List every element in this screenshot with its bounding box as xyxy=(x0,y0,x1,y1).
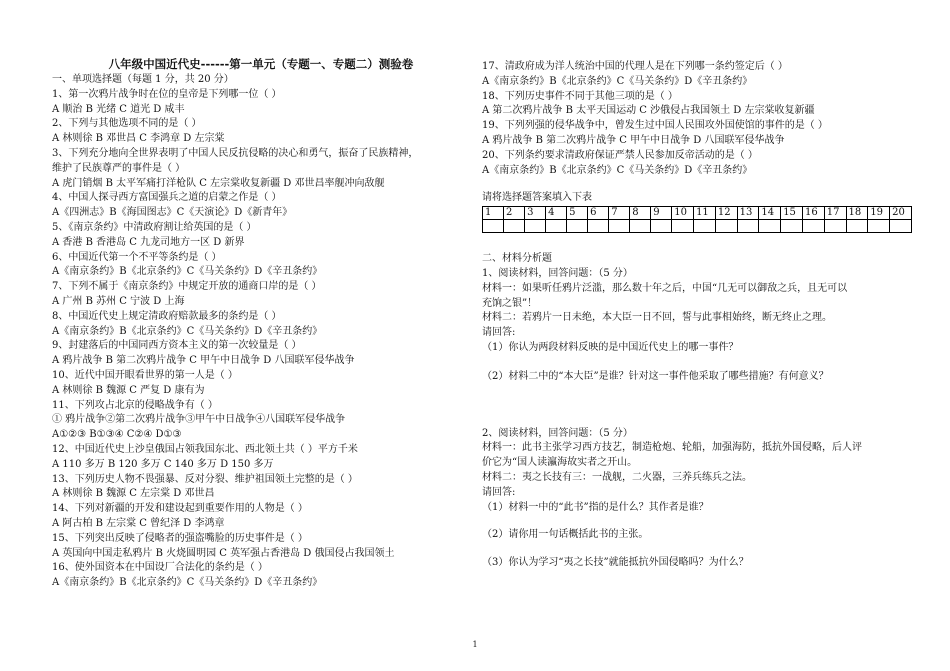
question-options: A《南京条约》B《北京条约》C《马关条约》D《辛丑条约》 xyxy=(52,325,323,337)
answer-blank-cell[interactable] xyxy=(504,220,525,233)
mq1-material2: 材料二：若鸦片一日未绝，本大臣一日不回，誓与此事相始终，断无终止之理。 xyxy=(482,312,832,324)
answer-number-cell: 13 xyxy=(737,207,759,220)
answer-blank-cell[interactable] xyxy=(609,220,630,233)
answer-blank-cell[interactable] xyxy=(483,220,504,233)
answer-blank-cell[interactable] xyxy=(694,220,716,233)
question-text: 7、下列不属于《南京条约》中规定开放的通商口岸的是（ ） xyxy=(52,281,322,293)
question-options: A 香港 B 香港岛 C 九龙司地方一区 D 新界 xyxy=(52,236,245,248)
answer-number-cell: 6 xyxy=(588,207,609,220)
answer-number-cell: 10 xyxy=(672,207,694,220)
answer-blank-cell[interactable] xyxy=(846,220,868,233)
left-column xyxy=(52,0,470,591)
mq1-ask: 请回答: xyxy=(482,327,516,339)
question-text-continued: 维护了民族尊严的事件是（ ） xyxy=(52,162,186,174)
question-options: A《四洲志》B《海国图志》C《天演论》D《新青年》 xyxy=(52,207,293,219)
question-options: ① 鸦片战争②第二次鸦片战争③甲午中日战争④八国联军侵华战争 xyxy=(52,414,346,426)
mq2-subquestion-2: （2）请你用一句话概括此书的主张。 xyxy=(482,529,649,541)
answer-number-cell: 2 xyxy=(504,207,525,220)
question-text: 15、下列突出反映了侵略者的强盗嘴脸的历史事件是（ ） xyxy=(52,532,308,544)
section2-heading: 二、材料分析题 xyxy=(482,253,552,265)
mq2-intro: 2、阅读材料，回答问题：（5 分） xyxy=(482,427,633,439)
answer-table-caption: 请将选择题答案填入下表 xyxy=(482,192,592,204)
right-question-list xyxy=(482,60,912,178)
answer-number-cell: 14 xyxy=(759,207,781,220)
answer-number-row xyxy=(483,207,912,220)
question-options: A 林则徐 B 魏源 C 左宗棠 D 邓世昌 xyxy=(52,488,215,500)
right-column xyxy=(482,0,912,571)
question-text: 4、中国人探寻西方富国强兵之道的启蒙之作是（ ） xyxy=(52,192,282,204)
question-options: A 110 多万 B 120 多万 C 140 多万 D 150 多万 xyxy=(52,458,274,470)
question-options: A 虎门销烟 B 太平军痛打洋枪队 C 左宗棠收复新疆 D 邓世昌率舰冲向敌舰 xyxy=(52,177,385,189)
question-options: A《南京条约》B《北京条约》C《马关条约》D《辛丑条约》 xyxy=(52,577,323,589)
page-number: 1 xyxy=(472,640,478,649)
question-options: A 第二次鸦片战争 B 太平天国运动 C 沙俄侵占我国领土 D 左宗棠收复新疆 xyxy=(482,105,815,117)
question-options: A 鸦片战争 B 第二次鸦片战争 C 甲午中日战争 D 八国联军侵华战争 xyxy=(52,355,355,367)
answer-blank-cell[interactable] xyxy=(567,220,588,233)
answer-number-cell: 19 xyxy=(868,207,890,220)
answer-blank-cell[interactable] xyxy=(651,220,672,233)
question-text: 19、下列列强的侵华战争中，曾发生过中国人民围攻外国使馆的事件的是（ ） xyxy=(482,120,828,132)
question-text: 11、下列攻占北京的侵略战争有（ ） xyxy=(52,399,218,411)
answer-blank-cell[interactable] xyxy=(781,220,803,233)
answer-number-cell: 3 xyxy=(525,207,546,220)
question-text: 13、下列历史人物不畏强暴、反对分裂、维护祖国领土完整的是（ ） xyxy=(52,473,358,485)
left-question-list xyxy=(52,88,470,591)
section1-heading: 一、单项选择题（每题 1 分，共 20 分） xyxy=(52,74,234,85)
question-options: A《南京条约》B《北京条约》C《马关条约》D《辛丑条约》 xyxy=(482,164,753,176)
answer-number-cell: 7 xyxy=(609,207,630,220)
material-question-2 xyxy=(482,427,912,571)
answer-blank-row xyxy=(483,220,912,233)
question-text: 10、近代中国开眼看世界的第一人是（ ） xyxy=(52,369,238,381)
question-text: 17、清政府成为洋人统治中国的代理人是在下列哪一条约签定后（ ） xyxy=(482,61,788,72)
answer-blank-cell[interactable] xyxy=(672,220,694,233)
mq1-intro: 1、阅读材料，回答问题：（5 分） xyxy=(482,267,633,279)
answer-blank-cell[interactable] xyxy=(802,220,824,233)
answer-blank-cell[interactable] xyxy=(824,220,846,233)
question-options: A 顺治 B 光绪 C 道光 D 咸丰 xyxy=(52,103,185,115)
question-text: 9、封建落后的中国同西方资本主义的第一次较量是（ ） xyxy=(52,340,302,352)
question-options: A①②③ B①③④ C②④ D①③ xyxy=(52,429,182,441)
mq1-material1-line2: 充饷之银”！ xyxy=(482,297,538,309)
question-options: A《南京条约》B《北京条约》C《马关条约》D《辛丑条约》 xyxy=(482,75,753,87)
question-options: A 英国向中国走私鸦片 B 火烧圆明园 C 英军强占香港岛 D 俄国侵占我国领土 xyxy=(52,547,395,559)
answer-blank-cell[interactable] xyxy=(759,220,781,233)
mq1-subquestion-2: （2）材料二中的“本大臣”是谁？针对这一事件他采取了哪些措施？有何意义？ xyxy=(482,370,829,382)
question-text: 1、第一次鸦片战争时在位的皇帝是下列哪一位（ ） xyxy=(52,88,282,100)
question-options: A 林则徐 B 邓世昌 C 李鸿章 D 左宗棠 xyxy=(52,133,225,145)
answer-number-cell: 4 xyxy=(546,207,567,220)
answer-blank-cell[interactable] xyxy=(890,220,912,233)
answer-number-cell: 17 xyxy=(824,207,846,220)
answer-blank-cell[interactable] xyxy=(737,220,759,233)
mq2-material2: 材料二：夷之长技有三：一战舰，二火器，三养兵练兵之法。 xyxy=(482,471,752,483)
question-text: 16、使外国资本在中国设厂合法化的条约是（ ） xyxy=(52,562,268,574)
mq2-ask: 请回答: xyxy=(482,486,516,498)
answer-blank-cell[interactable] xyxy=(868,220,890,233)
material-question-1 xyxy=(482,267,912,385)
question-text: 20、下列条约要求清政府保证严禁人民参加反帝活动的是（ ） xyxy=(482,149,758,161)
question-options: A 鸦片战争 B 第二次鸦片战争 C 甲午中日战争 D 八国联军侵华战争 xyxy=(482,134,785,146)
question-text: 2、下列与其他选项不同的是（ ） xyxy=(52,118,202,130)
answer-number-cell: 18 xyxy=(846,207,868,220)
answer-number-cell: 15 xyxy=(781,207,803,220)
answer-number-cell: 1 xyxy=(483,207,504,220)
mq2-material1-line1: 材料一：此书主张学习西方技艺，制造枪炮、轮船，加强海防，抵抗外国侵略，后人评 xyxy=(482,442,862,454)
question-text: 18、下列历史事件不同于其他三项的是（ ） xyxy=(482,90,678,102)
answer-number-cell: 12 xyxy=(715,207,737,220)
answer-table xyxy=(482,206,912,233)
answer-blank-cell[interactable] xyxy=(546,220,567,233)
question-text: 8、中国近代史上规定清政府赔款最多的条约是（ ） xyxy=(52,310,282,322)
question-options: A 林则徐 B 魏源 C 严复 D 康有为 xyxy=(52,384,205,396)
answer-number-cell: 9 xyxy=(651,207,672,220)
question-options: A 广州 B 苏州 C 宁波 D 上海 xyxy=(52,295,185,307)
answer-blank-cell[interactable] xyxy=(588,220,609,233)
answer-number-cell: 20 xyxy=(890,207,912,220)
answer-number-cell: 11 xyxy=(694,207,716,220)
question-text: 14、下列对新疆的开发和建设起到重要作用的人物是（ ） xyxy=(52,503,308,515)
mq1-subquestion-1: （1）你认为两段材料反映的是中国近代史上的哪一事件？ xyxy=(482,341,739,353)
question-options: A 阿古柏 B 左宗棠 C 曾纪泽 D 李鸿章 xyxy=(52,517,225,529)
question-text: 3、下列充分地向全世界表明了中国人民反抗侵略的决心和勇气，振奋了民族精神， xyxy=(52,147,419,159)
answer-blank-cell[interactable] xyxy=(525,220,546,233)
answer-number-cell: 8 xyxy=(630,207,651,220)
question-text: 5、《南京条约》中清政府割让给英国的是（ ） xyxy=(52,221,257,233)
question-text: 12、中国近代史上沙皇俄国占领我国东北、西北领土共（ ）平方千米 xyxy=(52,443,358,455)
mq1-material1-line1: 材料一：如果听任鸦片泛滥，那么数十年之后，中国“几无可以御敌之兵，且无可以 xyxy=(482,282,848,294)
answer-number-cell: 5 xyxy=(567,207,588,220)
mq2-material1-line2: 价它为“国人读瀛海故实者之开山。 xyxy=(482,457,638,469)
question-text: 6、中国近代第一个不平等条约是（ ） xyxy=(52,251,222,263)
mq2-subquestion-1: （1）材料一中的“此书”指的是什么？其作者是谁？ xyxy=(482,501,709,513)
answer-blank-cell[interactable] xyxy=(715,220,737,233)
exam-title: 八年级中国近代史------第一单元（专题一、专题二）测验卷 xyxy=(108,57,414,71)
mq2-subquestion-3: （3）你认为学习“夷之长技”就能抵抗外国侵略吗？为什么？ xyxy=(482,557,749,569)
question-options: A《南京条约》B《北京条约》C《马关条约》D《辛丑条约》 xyxy=(52,266,323,278)
answer-blank-cell[interactable] xyxy=(630,220,651,233)
answer-number-cell: 16 xyxy=(802,207,824,220)
